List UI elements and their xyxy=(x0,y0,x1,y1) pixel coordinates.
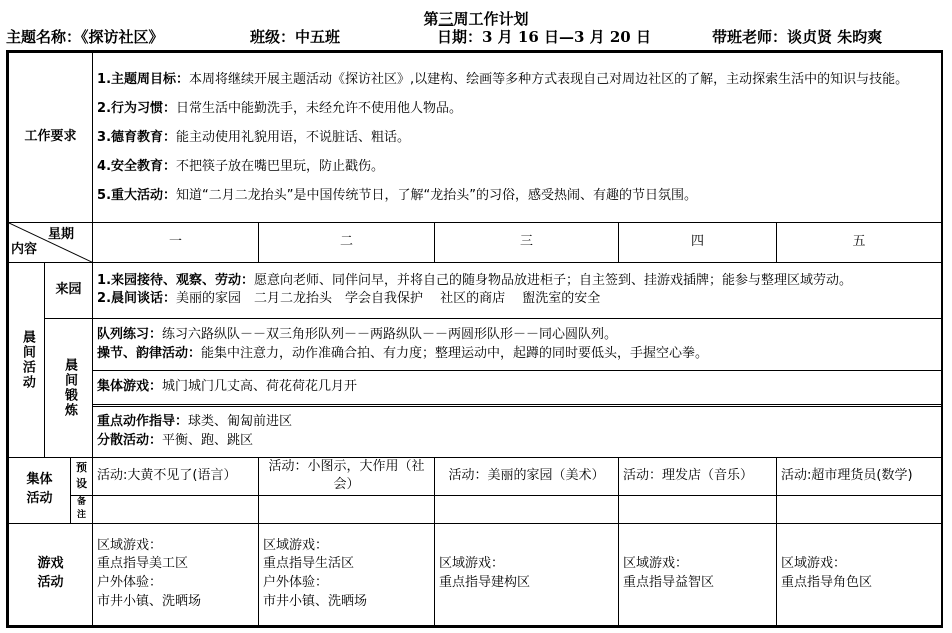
arrival-label: 来园 xyxy=(45,262,93,318)
date-range: 日期：3 月 16 日—3 月 20 日 xyxy=(437,28,651,46)
games-row xyxy=(9,523,942,625)
weekday-row xyxy=(9,222,942,262)
focus-content: 重点动作指导：球类、匍匐前进区 分散活动：平衡、跑、跳区 xyxy=(93,407,942,457)
safety-item: 4.安全教育：不把筷子放在嘴巴里玩，防止戳伤。 xyxy=(97,158,385,174)
group-game-content: 集体游戏：城门城门几丈高、荷花荷花几月开 xyxy=(93,371,942,405)
work-requirements-content xyxy=(93,53,942,223)
notes-thursday xyxy=(619,496,777,523)
games-monday: 区域游戏： 重点指导美工区 户外体验： 市井小镇、洗晒场 xyxy=(93,523,259,625)
games-tuesday: 区域游戏： 重点指导生活区 户外体验： 市井小镇、洗晒场 xyxy=(259,523,435,625)
arrival-row xyxy=(9,262,942,318)
group-game-row xyxy=(9,371,942,405)
day-tuesday: 二 xyxy=(259,222,435,262)
preset-label: 预设 xyxy=(71,457,93,496)
moral-item: 3.德育教育：能主动使用礼貌用语，不说脏话、粗话。 xyxy=(97,129,411,145)
collective-tuesday: 活动：小图示，大作用（社会） xyxy=(259,457,435,496)
corner-content-label: 内容 xyxy=(11,241,38,257)
games-wednesday: 区域游戏： 重点指导建构区 xyxy=(435,523,619,625)
teachers: 带班老师：谈贞贤 朱昀爽 xyxy=(712,28,883,46)
notes-label: 备注 xyxy=(71,496,93,523)
notes-friday xyxy=(777,496,942,523)
page-title: 第三周工作计划 xyxy=(423,10,529,28)
notes-monday xyxy=(93,496,259,523)
collective-friday: 活动:超市理货员(数学) xyxy=(777,457,942,496)
weekday-corner xyxy=(9,222,93,262)
class-name: 班级：中五班 xyxy=(250,28,341,46)
morning-activity-label: 晨间活动 xyxy=(9,262,45,457)
week-number: 三 xyxy=(438,10,454,28)
corner-weekday-label: 星期 xyxy=(48,226,75,242)
collective-activity-label: 集体活动 xyxy=(9,457,71,523)
collective-thursday: 活动：理发店（音乐） xyxy=(619,457,777,496)
day-monday: 一 xyxy=(93,222,259,262)
collective-monday: 活动:大黄不见了(语言） xyxy=(93,457,259,496)
focus-row xyxy=(9,407,942,457)
theme-name: 主题名称：《探访社区》 xyxy=(6,28,164,46)
day-thursday: 四 xyxy=(619,222,777,262)
notes-tuesday xyxy=(259,496,435,523)
weekly-plan-table xyxy=(8,52,942,626)
morning-exercise-label: 晨间锻炼 xyxy=(45,319,93,458)
collective-notes-row xyxy=(9,496,942,523)
major-activity-item: 5.重大活动：知道“二月二龙抬头”是中国传统节日，了解“龙抬头”的习俗，感受热闹、有趣的节日氛围。 xyxy=(97,187,697,203)
collective-wednesday: 活动：美丽的家园（美术） xyxy=(435,457,619,496)
day-friday: 五 xyxy=(777,222,942,262)
games-friday: 区域游戏： 重点指导角色区 xyxy=(777,523,942,625)
day-wednesday: 三 xyxy=(435,222,619,262)
work-requirements-row xyxy=(9,53,942,223)
goal-item: 1.主题周目标：本周将继续开展主题活动《探访社区》,以建构、绘画等多种方式表现自己对周边社区的了解，主动探索生活中的知识与技能。 xyxy=(97,71,909,87)
habit-item: 2.行为习惯：日常生活中能勤洗手，未经允许不使用他人物品。 xyxy=(97,100,463,116)
notes-wednesday xyxy=(435,496,619,523)
games-thursday: 区域游戏： 重点指导益智区 xyxy=(619,523,777,625)
queue-rhythm-row xyxy=(9,319,942,371)
queue-rhythm-content: 队列练习：练习六路纵队－－双三角形队列－－两路纵队－－两圆形队形－－同心圆队列。 操节、韵律活动：能集中注意力，动作准确合拍、有力度；整理运动中，起蹲的同时要低头，手握空心拳。 xyxy=(93,319,942,371)
work-requirements-label: 工作要求 xyxy=(9,53,93,223)
games-label: 游戏活动 xyxy=(9,523,93,625)
arrival-content: 1.来园接待、观察、劳动：愿意向老师、同伴问早，并将自己的随身物品放进柜子；自主签到、挂游戏插牌；能参与整理区域劳动。 2.晨间谈话：美丽的家园 二月二龙抬头 学会自我保护 社区的商店 盥洗室的安全 xyxy=(93,262,942,318)
collective-preset-row xyxy=(9,457,942,496)
